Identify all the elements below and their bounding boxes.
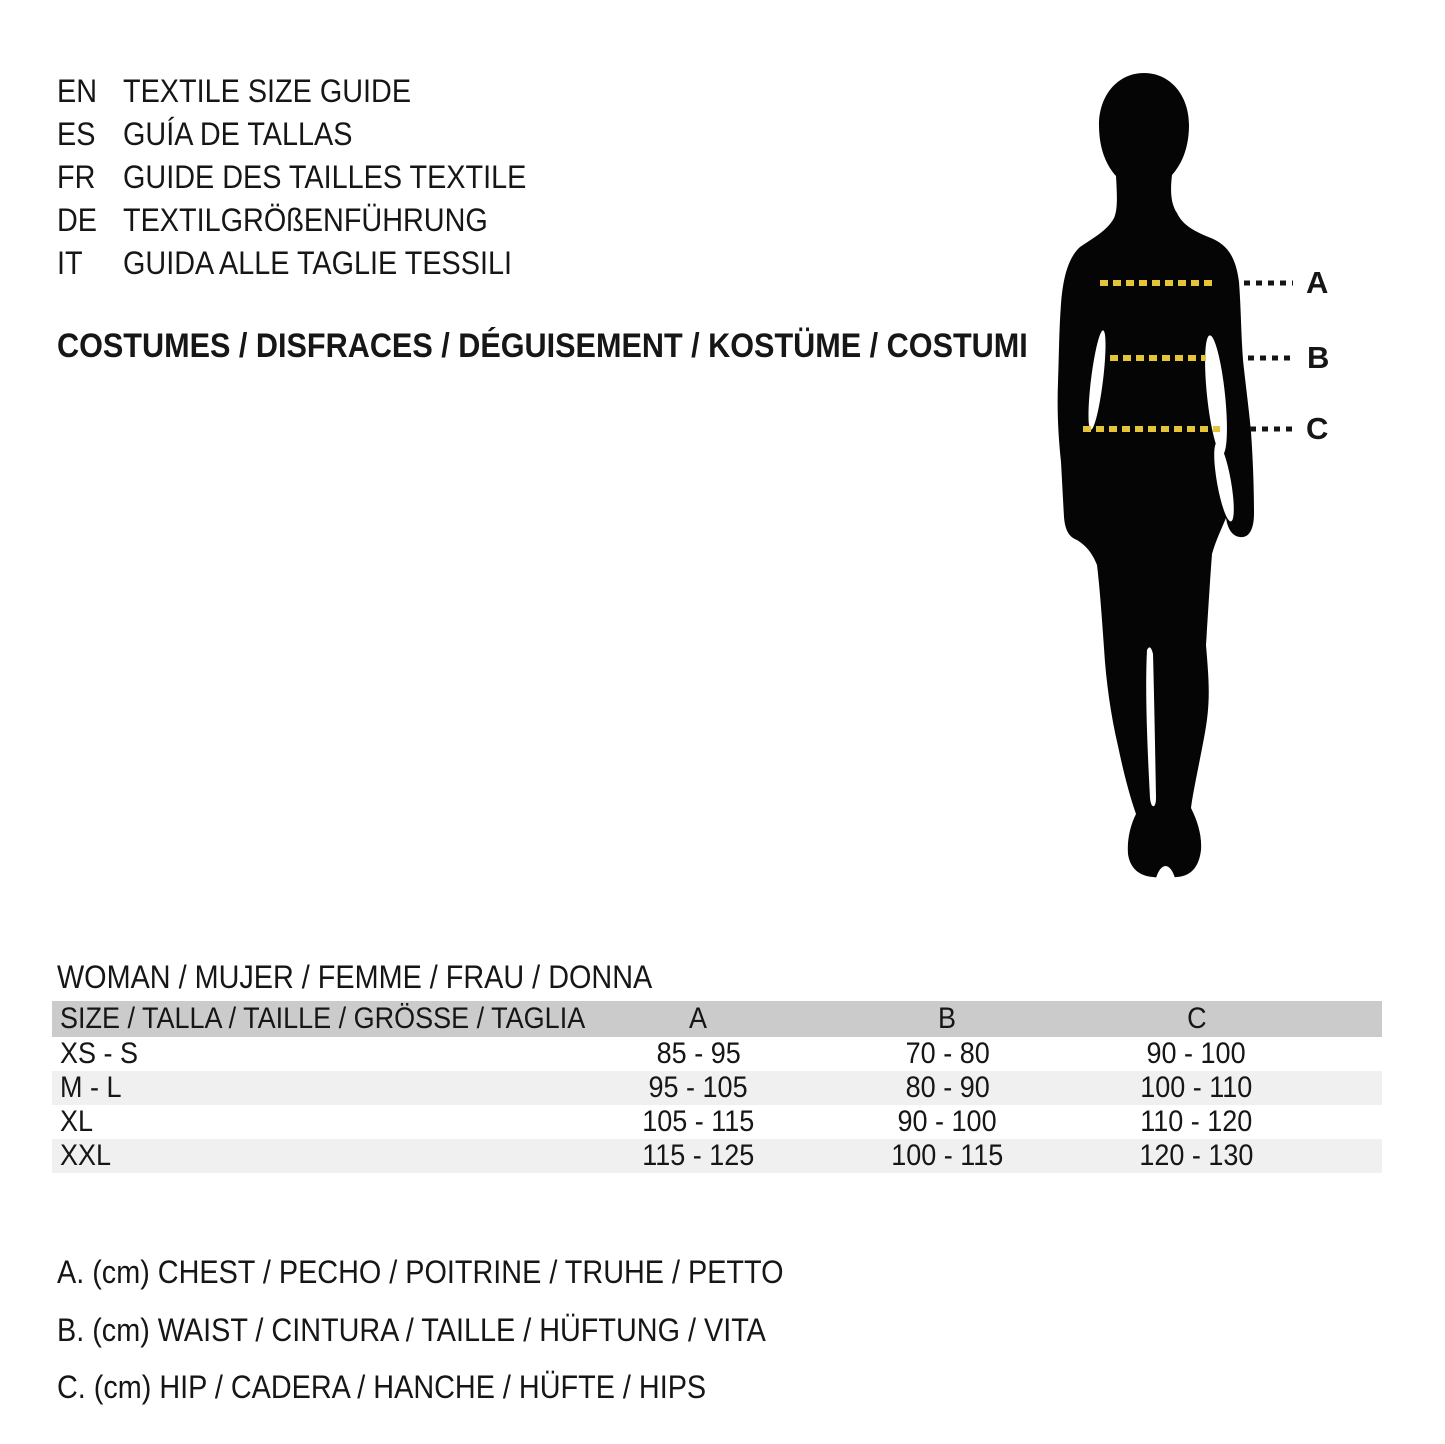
measure-label-b: B: [1307, 340, 1330, 375]
language-code: [57, 245, 123, 282]
column-header-b-cell: [823, 1002, 1072, 1036]
table-row-m-l: [52, 1071, 1382, 1105]
value-cell-c: [1072, 1037, 1321, 1071]
language-list: [57, 70, 571, 285]
language-guide-title: TEXTILE SIZE GUIDE: [123, 73, 412, 109]
size-column-header-cell: [52, 1002, 586, 1036]
value-cell-b: [823, 1071, 1072, 1105]
waist-range: 70 - 80: [905, 1037, 990, 1070]
size-cell: [52, 1037, 574, 1071]
measure-label-a: A: [1306, 265, 1329, 300]
value-cell-c: [1072, 1139, 1321, 1173]
size-column-header: SIZE / TALLA / TAILLE / GRÖSSE / TAGLIA: [60, 1002, 586, 1035]
size-label: XXL: [60, 1139, 112, 1172]
chest-range: 105 - 115: [642, 1105, 755, 1138]
size-table: [52, 1001, 1382, 1173]
chest-range: 85 - 95: [656, 1037, 741, 1070]
table-row-xs-s: [52, 1037, 1382, 1071]
hip-range: 100 - 110: [1140, 1071, 1253, 1104]
language-code: [57, 159, 123, 196]
size-cell: [52, 1139, 574, 1173]
legend-item-hip-text: C. (cm) HIP / CADERA / HANCHE / HÜFTE / HIPS: [57, 1369, 707, 1405]
value-cell-a: [574, 1105, 823, 1139]
column-header-c: C: [1186, 1002, 1207, 1035]
size-label: XS - S: [60, 1037, 139, 1070]
size-label: M - L: [60, 1071, 122, 1104]
column-header-a: A: [689, 1002, 708, 1035]
language-row-es: [57, 113, 571, 156]
value-cell-a: [574, 1139, 823, 1173]
waist-range: 90 - 100: [897, 1105, 998, 1138]
column-header-c-cell: [1072, 1002, 1321, 1036]
language-code-text: IT: [57, 245, 83, 281]
language-code-text: EN: [57, 73, 98, 109]
hip-range: 90 - 100: [1146, 1037, 1247, 1070]
legend-item-hip: [57, 1369, 778, 1405]
hip-range: 120 - 130: [1139, 1139, 1254, 1172]
language-row-de: [57, 199, 571, 242]
language-code-text: ES: [57, 116, 96, 152]
language-row-fr: [57, 156, 571, 199]
value-cell-a: [574, 1071, 823, 1105]
column-header-a-cell: [574, 1002, 823, 1036]
language-code-text: DE: [57, 202, 98, 238]
size-cell: [52, 1105, 574, 1139]
language-code-text: FR: [57, 159, 96, 195]
language-code: [57, 202, 123, 239]
legend-item-chest-text: A. (cm) CHEST / PECHO / POITRINE / TRUHE / PETTO: [57, 1254, 784, 1290]
value-cell-a: [574, 1037, 823, 1071]
waist-range: 80 - 90: [905, 1071, 990, 1104]
hip-range: 110 - 120: [1140, 1105, 1253, 1138]
woman-silhouette-figure: [1030, 70, 1340, 890]
chest-range: 95 - 105: [648, 1071, 749, 1104]
waist-range: 100 - 115: [891, 1139, 1004, 1172]
column-header-b: B: [938, 1002, 957, 1035]
language-code: [57, 116, 123, 153]
value-cell-c: [1072, 1105, 1321, 1139]
table-row-xxl: [52, 1139, 1382, 1173]
language-code: [57, 73, 123, 110]
value-cell-b: [823, 1037, 1072, 1071]
language-row-it: [57, 242, 571, 285]
category-title: [57, 327, 1136, 365]
language-guide-title: GUIDE DES TAILLES TEXTILE: [123, 159, 527, 195]
size-table-header-row: [52, 1001, 1382, 1037]
language-guide-title: TEXTILGRÖßENFÜHRUNG: [123, 202, 488, 238]
woman-section-title-text: WOMAN / MUJER / FEMME / FRAU / DONNA: [57, 959, 653, 995]
measure-label-c: C: [1306, 411, 1329, 446]
value-cell-b: [823, 1139, 1072, 1173]
legend-item-waist: [57, 1312, 845, 1348]
woman-section-title: [57, 960, 718, 994]
table-row-xl: [52, 1105, 1382, 1139]
language-guide-title: GUÍA DE TALLAS: [123, 116, 353, 152]
size-cell: [52, 1071, 574, 1105]
size-label: XL: [60, 1105, 94, 1138]
category-title-text: COSTUMES / DISFRACES / DÉGUISEMENT / KOSTÜME / COSTUMI: [57, 327, 1028, 365]
language-row-en: [57, 70, 571, 113]
value-cell-c: [1072, 1071, 1321, 1105]
legend-item-chest: [57, 1254, 864, 1290]
value-cell-b: [823, 1105, 1072, 1139]
legend-item-waist-text: B. (cm) WAIST / CINTURA / TAILLE / HÜFTUNG / VITA: [57, 1312, 766, 1348]
language-guide-title: GUIDA ALLE TAGLIE TESSILI: [123, 245, 512, 281]
chest-range: 115 - 125: [642, 1139, 755, 1172]
